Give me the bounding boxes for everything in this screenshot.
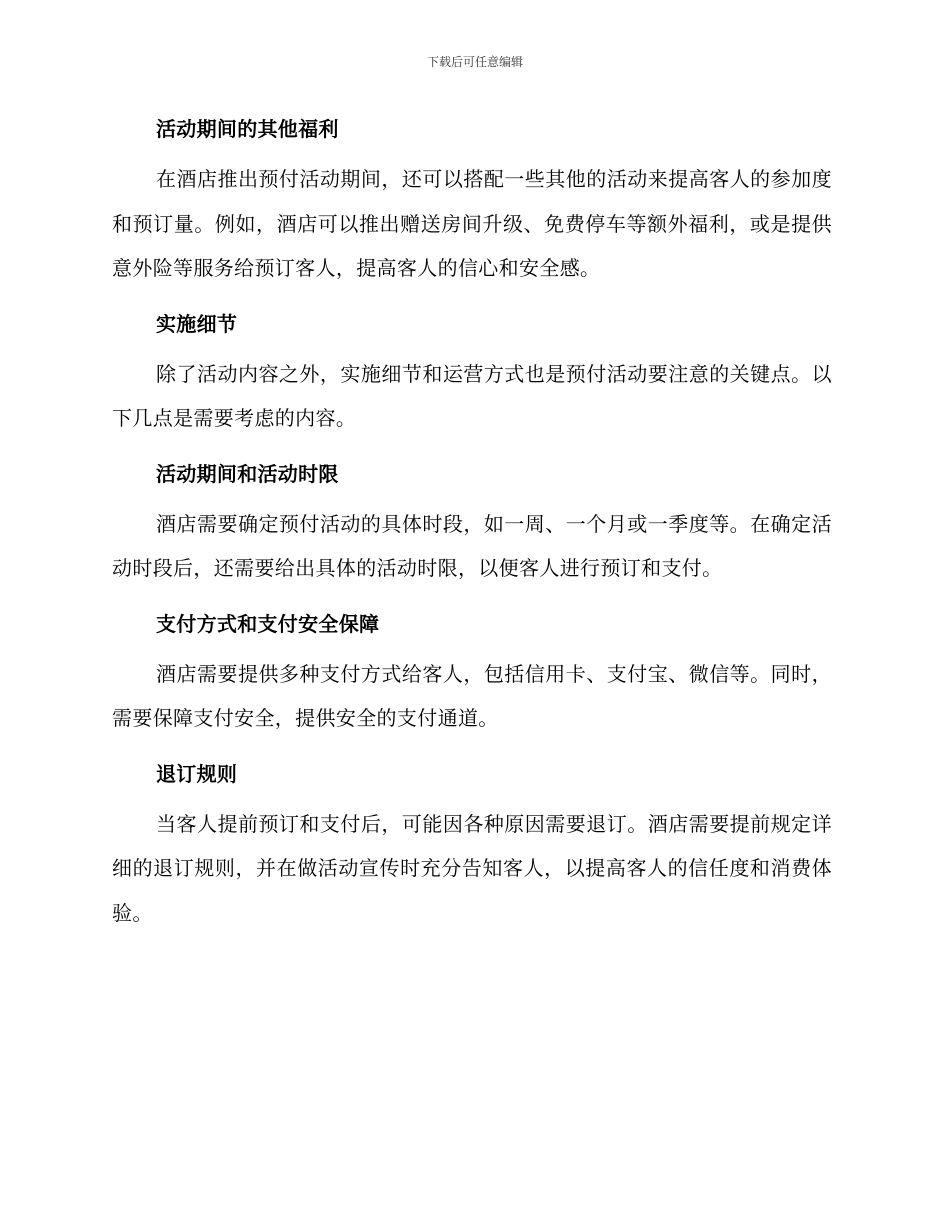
section-heading: 活动期间和活动时限: [156, 461, 339, 486]
section-paragraph: 在酒店推出预付活动期间，还可以搭配一些其他的活动来提高客人的参加度和预订量。例如，酒店可以推出赠送房间升级、免费停车等额外福利，或是提供意外险等服务给预订客人，提高客人的信心和安全感。: [112, 167, 832, 280]
section-other-benefits: [112, 112, 832, 291]
section-heading: 支付方式和支付安全保障: [156, 611, 380, 636]
section-paragraph: 除了活动内容之外，实施细节和运营方式也是预付活动要注意的关键点。以下几点是需要考虑的内容。: [112, 361, 832, 430]
section-heading: 退订规则: [156, 761, 238, 786]
section-implementation-details: [112, 307, 832, 441]
section-payment-security: [112, 607, 832, 741]
section-refund-rules: [112, 757, 832, 936]
document-body: [112, 112, 832, 951]
section-heading: 活动期间的其他福利: [156, 117, 339, 141]
page-header: 下载后可任意编辑: [426, 55, 523, 69]
section-paragraph: 当客人提前预订和支付后，可能因各种原因需要退订。酒店需要提前规定详细的退订规则，并在做活动宣传时充分告知客人，以提高客人的信任度和消费体验。: [112, 811, 832, 925]
section-activity-period: [112, 457, 832, 591]
section-heading: 实施细节: [156, 311, 238, 336]
section-paragraph: 酒店需要提供多种支付方式给客人，包括信用卡、支付宝、微信等。同时，需要保障支付安全，提供安全的支付通道。: [112, 661, 832, 730]
section-paragraph: 酒店需要确定预付活动的具体时段，如一周、一个月或一季度等。在确定活动时段后，还需要给出具体的活动时限，以便客人进行预订和支付。: [112, 511, 832, 580]
